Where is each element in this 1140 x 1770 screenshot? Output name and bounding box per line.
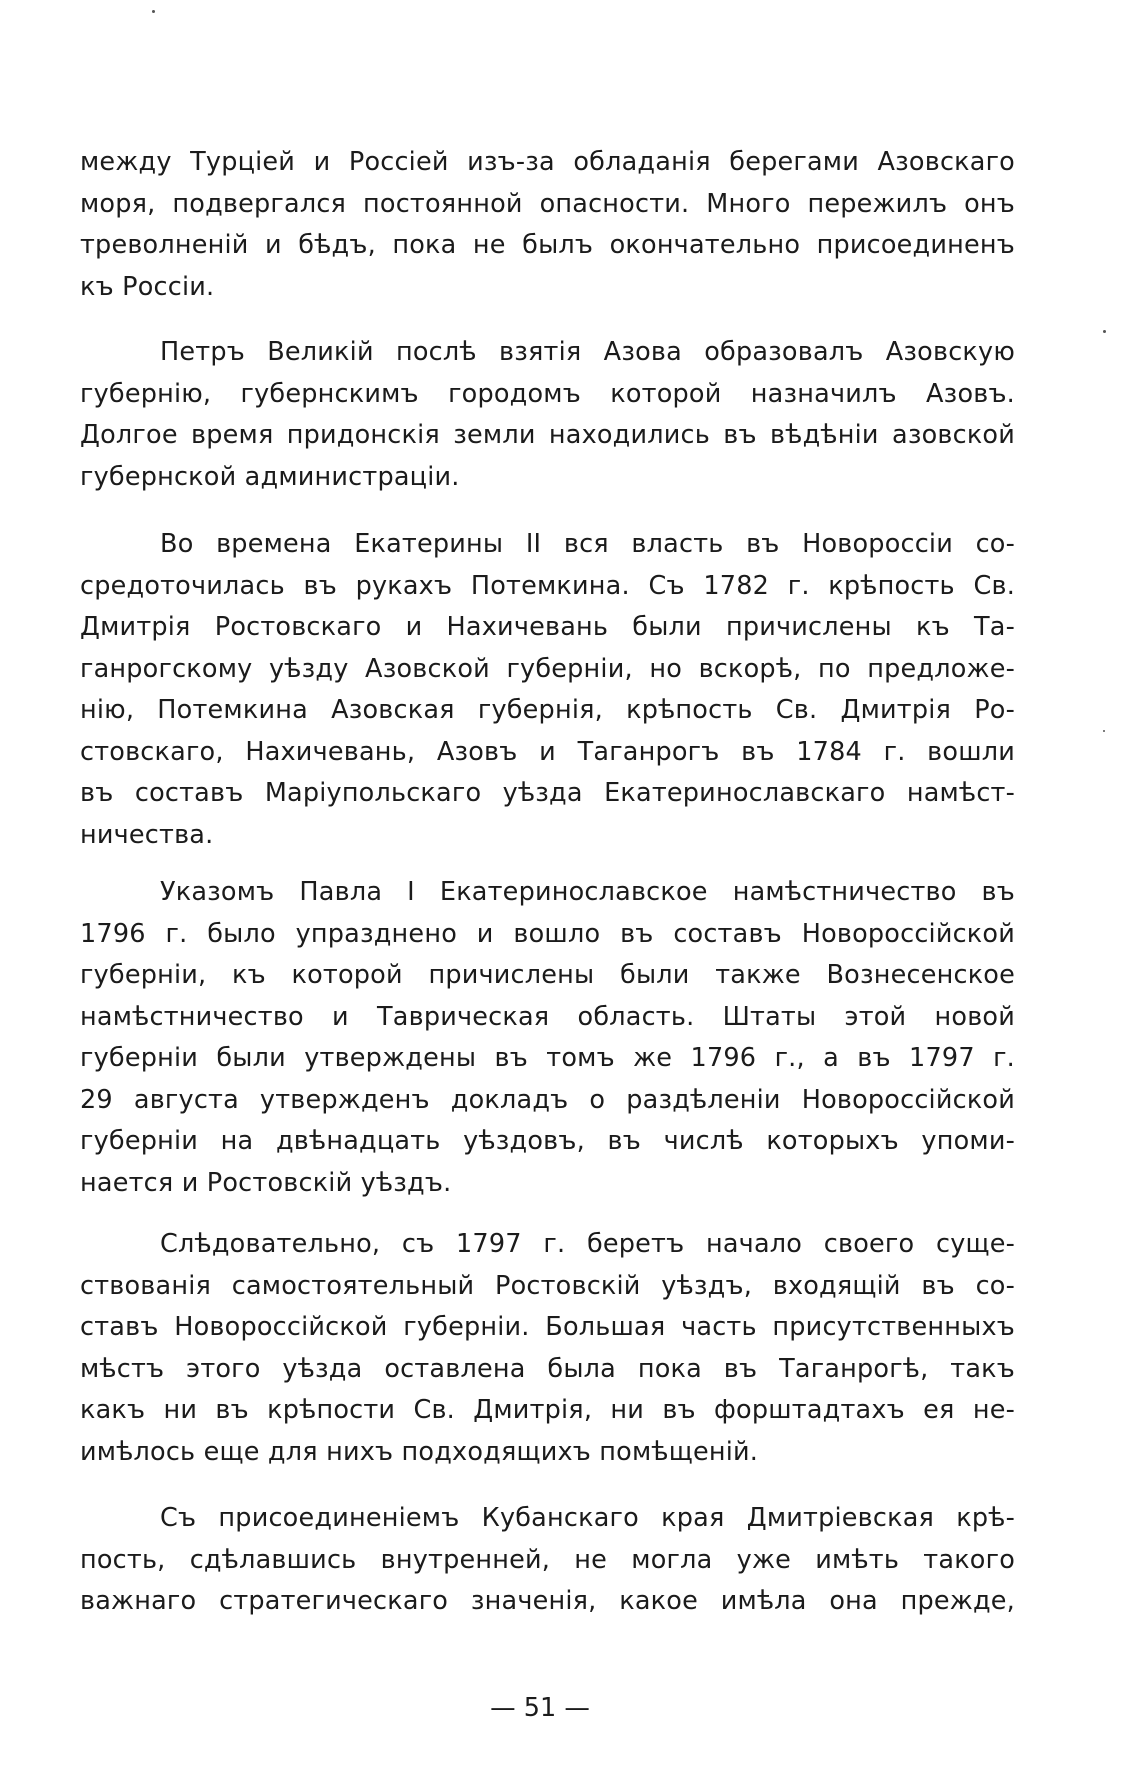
paragraph-3 <box>80 524 1015 856</box>
text-line: Дмитрія Ростовскаго и Нахичевань были причислены къ Та- <box>80 612 1015 642</box>
scan-speck <box>1103 330 1106 333</box>
text-line: имѣлось еще для нихъ подходящихъ помѣщеній. <box>80 1436 759 1467</box>
paragraph-2 <box>80 332 1015 498</box>
text-line: въ составъ Маріупольскаго уѣзда Екатеринославскаго намѣст- <box>80 778 1015 808</box>
text-line: важнаго стратегическаго значенія, какое имѣла она прежде, <box>80 1586 1015 1616</box>
text-line: ствованія самостоятельный Ростовскій уѣздъ, входящій въ со- <box>80 1270 1015 1301</box>
text-line: Съ присоединеніемъ Кубанскаго края Дмитріевская крѣ- <box>160 1503 1015 1533</box>
text-line: Долгое время придонскія земли находились въ вѣдѣніи азовской <box>80 420 1015 450</box>
text-line: ганрогскому уѣзду Азовской губерніи, но вскорѣ, по предложе- <box>80 653 1015 684</box>
text-line: ставъ Новороссійской губерніи. Большая часть присутственныхъ <box>80 1312 1015 1342</box>
text-line: треволненій и бѣдъ, пока не былъ окончательно присоединенъ <box>80 230 1015 260</box>
scan-speck <box>1103 730 1105 732</box>
text-line: Слѣдовательно, съ 1797 г. беретъ начало своего суще- <box>160 1229 1015 1259</box>
text-line: стовскаго, Нахичевань, Азовъ и Таганрогъ въ 1784 г. вошли <box>80 736 1015 767</box>
page-number: — 51 — <box>490 1693 590 1723</box>
text-line: 1796 г. было упразднено и вошло въ составъ Новороссійской <box>80 918 1015 949</box>
text-line: къ Россіи. <box>80 271 215 302</box>
text-line: губерніи на двѣнадцать уѣздовъ, въ числѣ которыхъ упоми- <box>80 1126 1015 1156</box>
text-line: нію, Потемкина Азовская губернія, крѣпость Св. Дмитрія Ро- <box>80 695 1015 725</box>
text-line: Во времена Екатерины II вся власть въ Новороссіи со- <box>160 529 1015 559</box>
scan-speck <box>152 10 155 13</box>
text-line: намѣстничество и Таврическая область. Штаты этой новой <box>80 1001 1015 1032</box>
text-line: моря, подвергался постоянной опасности. Много пережилъ онъ <box>80 188 1015 219</box>
text-line: губернской администраціи. <box>80 461 460 492</box>
text-line: Указомъ Павла I Екатеринославское намѣстничество въ <box>160 877 1015 907</box>
paragraph-6 <box>80 1498 1015 1623</box>
text-line: средоточилась въ рукахъ Потемкина. Съ 1782 г. крѣпость Св. <box>80 570 1015 601</box>
text-line: между Турціей и Россіей изъ-за обладанія берегами Азовскаго <box>80 147 1015 177</box>
text-line: нается и Ростовскій уѣздъ. <box>80 1167 452 1198</box>
paragraph-1 <box>80 142 1015 308</box>
text-line: губерніи, къ которой причислены были также Вознесенское <box>80 960 1015 990</box>
text-line: какъ ни въ крѣпости Св. Дмитрія, ни въ форштадтахъ ея не- <box>80 1395 1015 1425</box>
paragraph-4 <box>80 872 1015 1204</box>
text-line: мѣстъ этого уѣзда оставлена была пока въ Таганрогѣ, такъ <box>80 1353 1015 1384</box>
text-line: Петръ Великій послѣ взятія Азова образовалъ Азовскую <box>160 337 1015 367</box>
text-line: губерніи были утверждены въ томъ же 1796 г., а въ 1797 г. <box>80 1043 1015 1073</box>
paragraph-5 <box>80 1224 1015 1473</box>
text-line: ничества. <box>80 819 214 850</box>
text-line: пость, сдѣлавшись внутренней, не могла уже имѣть такого <box>80 1544 1015 1575</box>
text-line: губернію, губернскимъ городомъ которой назначилъ Азовъ. <box>80 378 1015 409</box>
text-line: 29 августа утвержденъ докладъ о раздѣленіи Новороссійской <box>80 1084 1015 1115</box>
